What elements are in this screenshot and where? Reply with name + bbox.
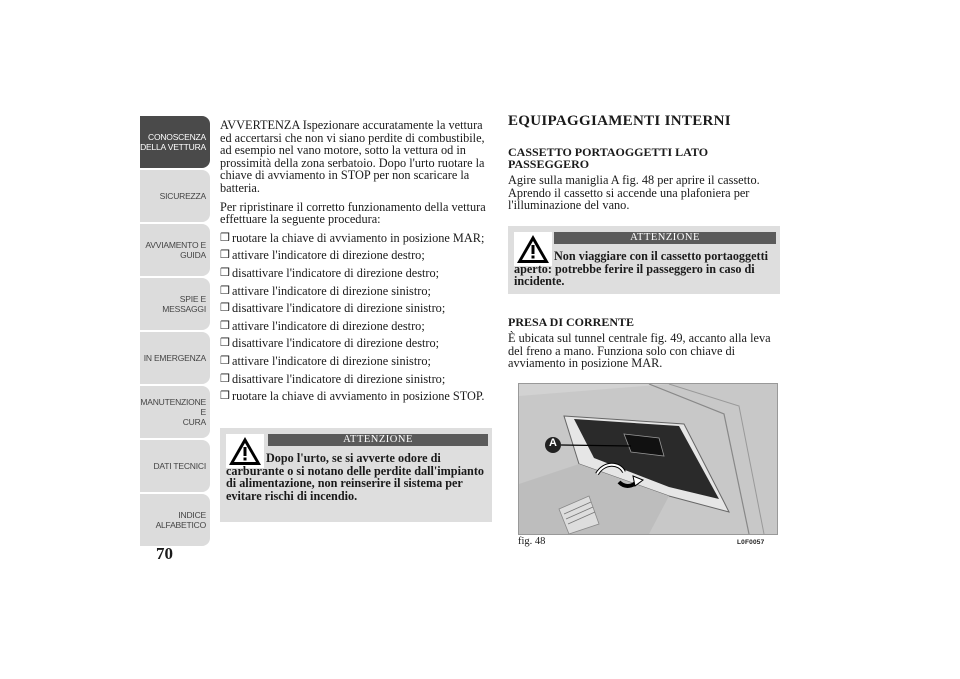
list-item: ❒ disattivare l'indicatore di direzione destro; <box>220 265 440 280</box>
list-item: ❒ attivare l'indicatore di direzione sinistro; <box>220 353 431 368</box>
section-title: EQUIPAGGIAMENTI INTERNI <box>508 113 731 129</box>
list-item: ❒ disattivare l'indicatore di direzione sinistro; <box>220 301 446 316</box>
socket-heading: PRESA DI CORRENTE <box>508 315 635 329</box>
tab-in-emergenza[interactable]: IN EMERGENZA <box>140 332 210 384</box>
checkbox-bullet-icon: ❒ <box>220 284 230 297</box>
warning-text: Dopo l'urto, se si avverte odore di carburante o si notano delle perdite dall'impianto di alimentazione, non reinserire il sistema per evitare rischi di incendio. <box>226 451 484 503</box>
tab-dati-tecnici[interactable]: DATI TECNICI <box>140 440 210 492</box>
socket-section <box>508 316 780 370</box>
procedure-intro: Per ripristinare il corretto funzionamento della vettura effettuare la seguente procedura: <box>220 199 486 227</box>
checkbox-bullet-icon: ❒ <box>220 354 230 367</box>
checkbox-bullet-icon: ❒ <box>220 266 230 279</box>
tab-indice-alfabetico[interactable]: INDICE ALFABETICO <box>140 494 210 546</box>
warning-intro-paragraph: AVVERTENZA Ispezionare accuratamente la vettura ed accertarsi che non vi siano perdite di combustibile, ad esempio nel vano motore, sotto la vettura od in prossimità della zona serbatoio. Dopo l'urto ruotare la chiave di avviamento in STOP per non scaricare la batteria. <box>220 118 485 195</box>
warning-title: ATTENZIONE <box>268 434 488 446</box>
tab-avviamento-e-guida[interactable]: AVVIAMENTO E GUIDA <box>140 224 210 276</box>
tab-manutenzione-e-cura[interactable]: MANUTENZIONE E CURA <box>140 386 210 438</box>
glovebox-paragraph: Agire sulla maniglia A fig. 48 per aprire il cassetto. Aprendo il cassetto si accende una plafoniera per l'illuminazione del vano. <box>508 173 760 213</box>
callout-label: A <box>549 437 557 449</box>
checkbox-bullet-icon: ❒ <box>220 337 230 350</box>
tab-conoscenza-della-vettura[interactable]: CONOSCENZA DELLA VETTURA <box>140 116 210 168</box>
checkbox-bullet-icon: ❒ <box>220 302 230 315</box>
tab-sicurezza[interactable]: SICUREZZA <box>140 170 210 222</box>
figure-caption: fig. 48 <box>518 536 546 547</box>
checkbox-bullet-icon: ❒ <box>220 319 230 332</box>
warning-box-fuel <box>220 428 492 522</box>
glovebox-figure <box>518 383 778 535</box>
procedure-steps <box>220 232 492 403</box>
right-column <box>508 113 780 218</box>
warning-title: ATTENZIONE <box>554 232 776 244</box>
checkbox-bullet-icon: ❒ <box>220 249 230 262</box>
list-item: ❒ attivare l'indicatore di direzione sinistro; <box>220 283 431 298</box>
list-item: ❒ disattivare l'indicatore di direzione sinistro; <box>220 371 446 386</box>
checkbox-bullet-icon: ❒ <box>220 231 230 244</box>
socket-paragraph: È ubicata sul tunnel centrale fig. 49, accanto alla leva del freno a mano. Funziona solo con chiave di avviamento in posizione MAR. <box>508 331 771 371</box>
checkbox-bullet-icon: ❒ <box>220 372 230 385</box>
left-column <box>220 119 492 408</box>
list-item: ❒ attivare l'indicatore di direzione destro; <box>220 318 425 333</box>
warning-box-glovebox <box>508 226 780 294</box>
list-item: ❒ ruotare la chiave di avviamento in posizione STOP. <box>220 389 485 404</box>
checkbox-bullet-icon: ❒ <box>220 390 230 403</box>
glovebox-heading: CASSETTO PORTAOGGETTI LATO PASSEGGERO <box>508 145 709 171</box>
list-item: ❒ disattivare l'indicatore di direzione destro; <box>220 336 440 351</box>
figure-code: L0F0057 <box>737 539 765 546</box>
list-item: ❒ attivare l'indicatore di direzione destro; <box>220 248 425 263</box>
tab-spie-e-messaggi[interactable]: SPIE E MESSAGGI <box>140 278 210 330</box>
list-item: ❒ ruotare la chiave di avviamento in posizione MAR; <box>220 230 485 245</box>
warning-text: Non viaggiare con il cassetto portaoggetti aperto: potrebbe ferire il passeggero in caso di incidente. <box>514 249 769 288</box>
page-number: 70 <box>156 544 173 563</box>
